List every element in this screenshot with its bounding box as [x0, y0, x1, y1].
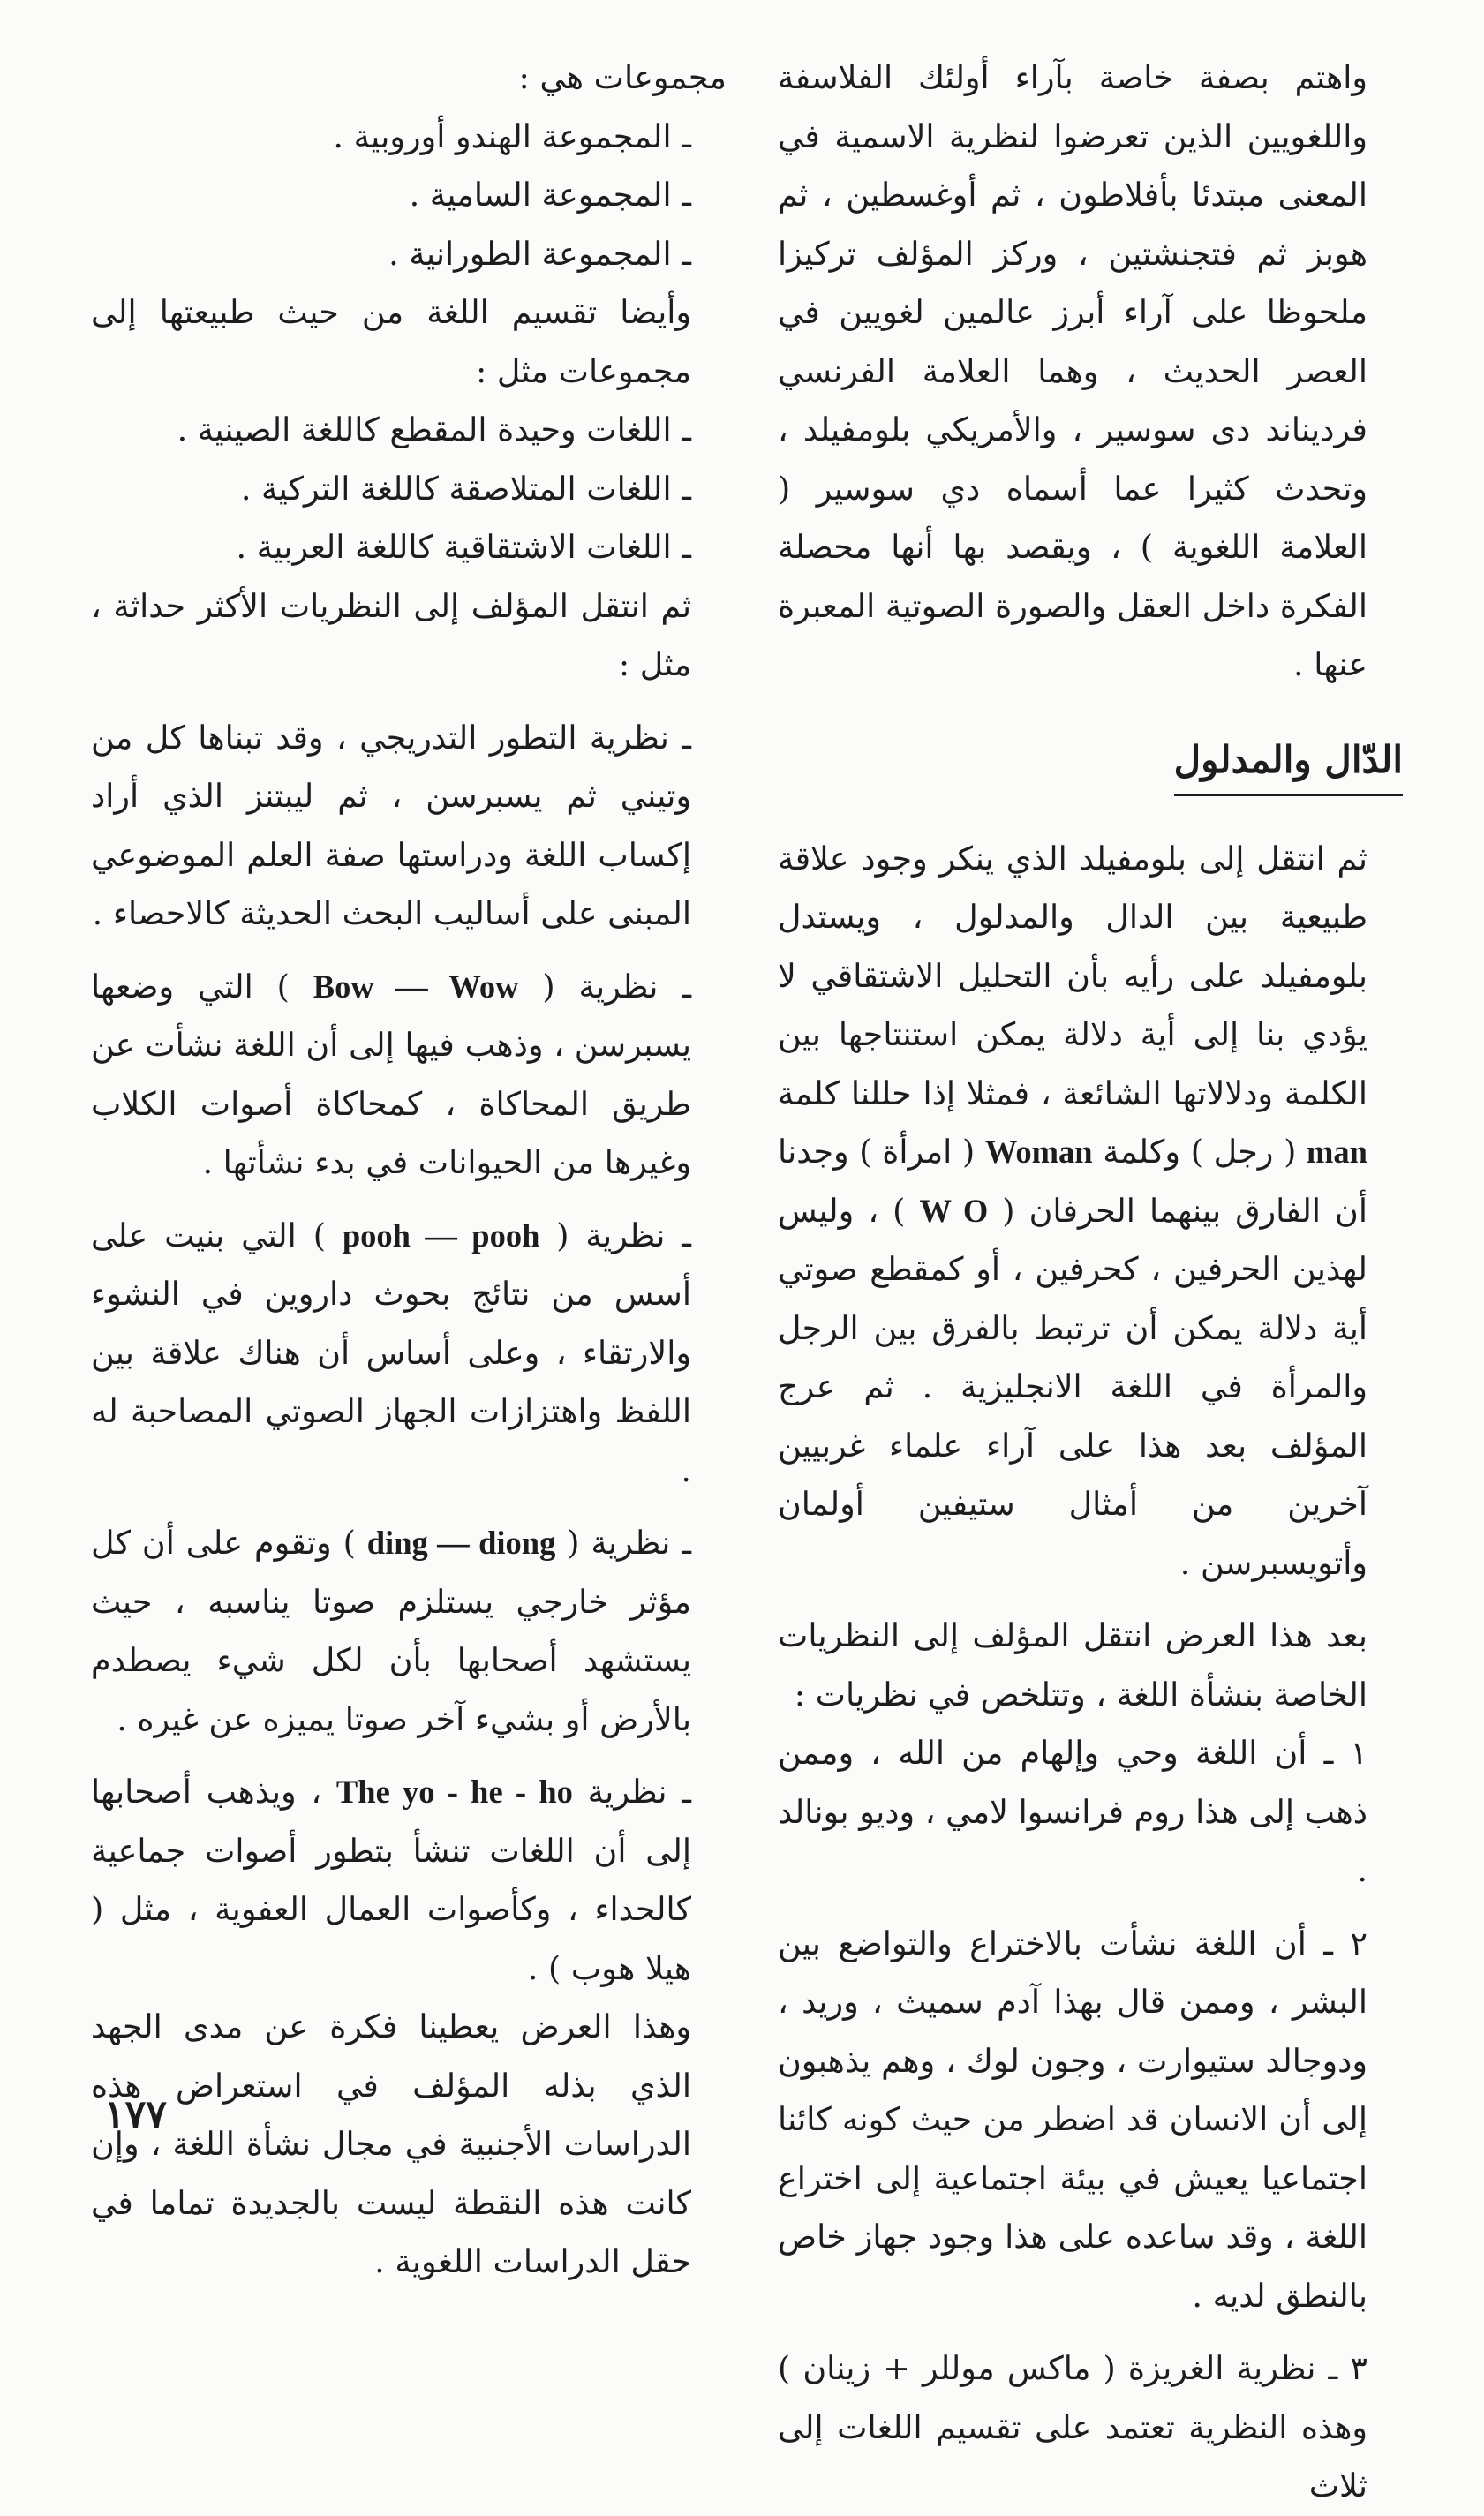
text-run: ) التي بنيت على أسس من نتائج بحوث داروين في النشوء والارتقاء ، وعلى أساس أن هناك علاقة بين اللفظ واهتزازات الجهاز الصوتي المصاحبة له .	[91, 1216, 691, 1489]
list-item: ـ المجموعة الهندو أوروبية .	[333, 117, 691, 155]
text-run: ، ويذهب أصحابها إلى أن اللغات تنشأ بتطور أصوات جماعية كالحداء ، وكأصوات العمال العفوية ، مثل ( هيلا هوب ) .	[91, 1773, 691, 1987]
english-term-woman: Woman	[984, 1134, 1093, 1170]
english-term-wo: W O	[919, 1192, 989, 1229]
list-item: ـ اللغات الاشتقاقية كاللغة العربية .	[236, 528, 691, 566]
paragraph-theory-2: ٢ ـ أن اللغة نشأت بالاختراع والتواضع بين البشر ، وممن قال بهذا آدم سميث ، وريد ، ودوجالد ستيوارت ، وجون لوك ، وهم يذهبون إلى أن الانسان قد اضطر من حيث كونه كائنا اجتماعيا يعيش في بيئة اجتماعية إلى اختراع اللغة ، وقد ساعده على هذا وجود جهاز خاص بالنطق لديه .	[778, 1924, 1367, 2315]
english-term: Bow — Wow	[313, 968, 519, 1005]
text-run: ـ نظرية (	[518, 967, 692, 1006]
text-run: ثم انتقل إلى بلومفيلد الذي ينكر وجود علاقة طبيعية بين الدال والمدلول ، ويستدل بلومفيلد على رأيه بأن التحليل الاشتقاقي لا يؤدي بنا إلى أية دلالة يمكن استنتاجها بين الكلمة ودلالاتها الشائعة ، فمثلا إذا حللنا كلمة	[778, 839, 1367, 1112]
text-run: ـ نظرية (	[539, 1216, 691, 1254]
list-item: ـ المجموعة السامية .	[409, 176, 691, 214]
paragraph-bow-wow	[91, 958, 727, 1193]
paragraph-gradual-evolution: ـ نظرية التطور التدريجي ، وقد تبناها كل من وتيني ثم يسبرسن ، ثم ليبتنز الذي أراد إكساب اللغة ودراستها صفة العلم الموضوعي المبنى على أساليب البحث الحديثة كالاحصاء .	[91, 718, 691, 932]
text-run: ) ، وليس لهذين الحرفين ، كحرفين ، أو كمقطع صوتي أية دلالة يمكن أن ترتبط بالفرق بين الرجل والمرأة في اللغة الانجليزية . ثم عرج المؤلف بعد هذا على آراء علماء غربيين آخرين من أمثال ستيفين أولمان وأتويسبرسن .	[778, 1191, 1367, 1582]
text-run: ( رجل ) وكلمة	[1092, 1133, 1307, 1171]
section-heading: الدّال والمدلول	[1174, 732, 1403, 796]
paragraph-ding-dong	[91, 1514, 727, 1749]
paragraph-yo-he-ho	[91, 1763, 727, 1998]
list-item: ـ اللغات المتلاصقة كاللغة التركية .	[240, 469, 691, 508]
paragraph-theory-3: ٣ ـ نظرية الغريزة ( ماكس موللر + زينان ) وهذه النظرية تعتمد على تقسيم اللغات إلى ثلاث	[778, 2349, 1367, 2505]
list-item: ـ المجموعة الطورانية .	[388, 234, 691, 273]
english-term: ding — diong	[366, 1525, 556, 1561]
english-term: pooh — pooh	[342, 1217, 540, 1254]
text-run: ) وتقوم على أن كل مؤثر خارجي يستلزم صوتا يناسبه ، حيث يستشهد أصحابها بأن لكل شيء يصطدم بالأرض أو بشيء آخر صوتا يميزه عن غيره .	[91, 1524, 691, 1738]
paragraph-pooh-pooh	[91, 1207, 727, 1501]
paragraph-conclusion: وهذا العرض يعطينا فكرة عن مدى الجهد الذي بذله المؤلف في استعراض هذه الدراسات الأجنبية في مجال نشأة اللغة ، وإن كانت هذه النقطة ليست بالجديدة تماما في حقل الدراسات اللغوية .	[91, 2008, 691, 2280]
text-run: ( امرأة ) وجدنا أن الفارق بينهما الحرفان (	[778, 1133, 1368, 1230]
paragraph-bloomfield	[778, 830, 1403, 1593]
list-item: ـ اللغات وحيدة المقطع كاللغة الصينية .	[177, 411, 691, 448]
text-run: ) التي وضعها يسبرسن ، وذهب فيها إلى أن اللغة نشأت عن طريق المحاكاة ، كمحاكاة أصوات الكلاب وغيرها من الحيوانات في بدء نشأتها .	[91, 967, 691, 1181]
text-run: ـ نظرية (	[555, 1524, 691, 1562]
left-column	[91, 49, 727, 2292]
paragraph-groups-intro: مجموعات هي :	[518, 58, 727, 96]
text-run: ـ نظرية	[572, 1773, 691, 1811]
paragraph-philosophers: واهتم بصفة خاصة بآراء أولئك الفلاسفة واللغويين الذين تعرضوا لنظرية الاسمية في المعنى مبتدئا بأفلاطون ، ثم أوغسطين ، ثم هوبز ثم فتجنشتين ، وركز المؤلف تركيزا ملحوظا على آراء أبرز عالمين لغويين في العصر الحديث ، وهما العلامة الفرنسي فرديناند دى سوسير ، والأمريكي بلومفيلد ، وتحدث كثيرا عما أسماه دي سوسير ( العلامة اللغوية ) ، ويقصد بها أنها محصلة الفكرة داخل العقل والصورة الصوتية المعبرة عنها .	[778, 58, 1367, 683]
english-term: The yo - he - ho	[335, 1774, 573, 1810]
paragraph-modern-theories: ثم انتقل المؤلف إلى النظريات الأكثر حداثة ، مثل :	[91, 586, 691, 683]
page-number: ١٧٧	[104, 2092, 167, 2137]
section-heading-wrapper	[778, 732, 1403, 796]
paragraph-origin-theories: بعد هذا العرض انتقل المؤلف إلى النظريات الخاصة بنشأة اللغة ، وتتلخص في نظريات :	[778, 1616, 1367, 1714]
paragraph-theory-1: ١ ـ أن اللغة وحي وإلهام من الله ، وممن ذهب إلى هذا روم فرانسوا لامي ، وديو بونالد .	[778, 1734, 1367, 1889]
right-column	[778, 49, 1403, 2516]
english-term-man: man	[1307, 1134, 1367, 1170]
paragraph-nature-division: وأيضا تقسيم اللغة من حيث طبيعتها إلى مجموعات مثل :	[91, 293, 691, 390]
